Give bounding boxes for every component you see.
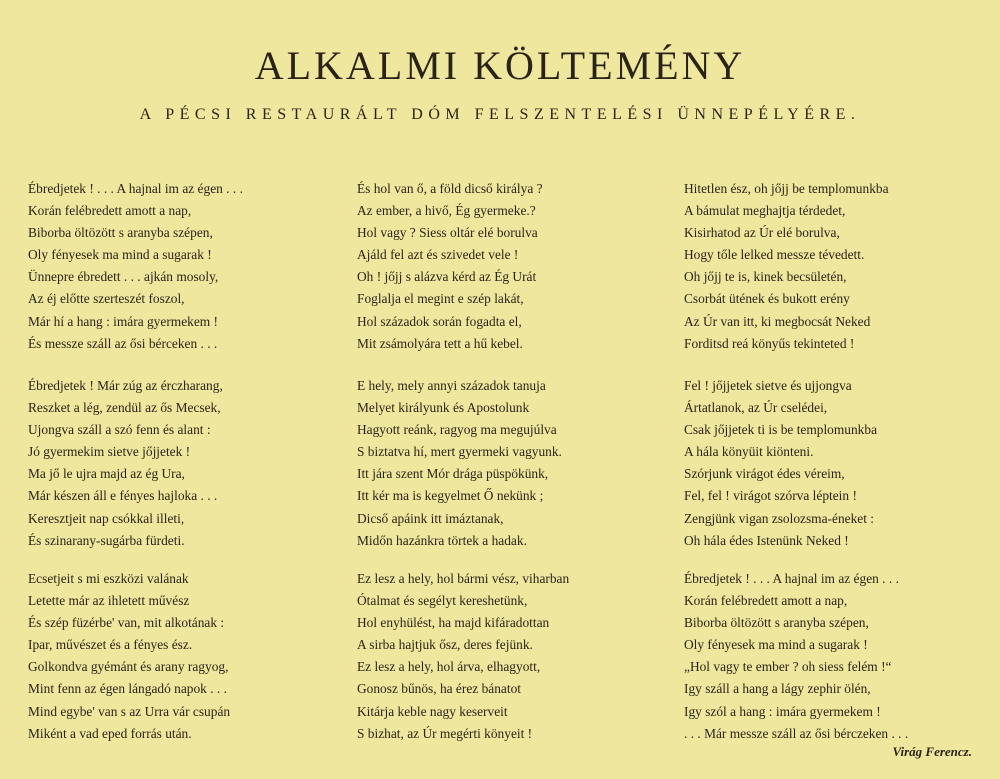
poem-line: Az éj előtte szerteszét foszol, [28, 291, 185, 307]
poem-line: Jó gyermekim sietve jőjjetek ! [28, 444, 191, 460]
poem-line: Szórjunk virágot édes véreim, [684, 466, 845, 482]
poem-line: Biborba öltözött s aranyba szépen, [684, 615, 869, 631]
poem-line: Ébredjetek ! . . . A hajnal im az égen . . . [28, 181, 243, 196]
poem-line: Midőn hazánkra törtek a hadak. [357, 532, 527, 548]
poem-line: Oly fényesek ma mind a sugarak ! [684, 637, 868, 653]
poem-line: És szinarany-sugárba fürdeti. [28, 532, 185, 548]
poem-line: Már hí a hang : imára gyermekem ! [28, 313, 218, 329]
poem-line: Ajáld fel azt és szivedet vele ! [357, 247, 519, 263]
poem-line: S bizhat, az Úr megérti könyeit ! [357, 725, 533, 741]
poem-line: Zengjünk vigan zsolozsma-éneket : [684, 510, 875, 526]
poem-line: Dicső apáink itt imáztanak, [357, 510, 504, 526]
poem-line: És messze száll az ősi bérceken . . . [28, 335, 218, 351]
poem-line: Oly fényesek ma mind a sugarak ! [28, 247, 212, 263]
poem-line: Ecsetjeit s mi eszközi valának [28, 571, 189, 586]
poem-line: A sirba hajtjuk ősz, deres fejünk. [357, 637, 533, 653]
poem-line: . . . Már messze száll az ősi bérczeken . . . [684, 725, 909, 741]
poem-line: Mint fenn az égen lángadó napok . . . [28, 681, 227, 697]
poem-line: Korán felébredett amott a nap, [28, 203, 192, 219]
poem-line: S biztatva hí, mert gyermeki vagyunk. [357, 444, 562, 460]
stanza [357, 178, 657, 355]
poem-line: Ébredjetek ! . . . A hajnal im az égen . . . [684, 571, 899, 586]
stanza [28, 178, 328, 355]
poem-line: Fel ! jőjjetek sietve és ujjongva [684, 378, 852, 393]
poem-line: Csorbát ütének és bukott erény [684, 291, 850, 307]
poem-line: Hol századok során fogadta el, [357, 313, 522, 329]
poem-line: Ünnepre ébredett . . . ajkán mosoly, [28, 269, 219, 285]
poem-line: Melyet királyunk és Apostolunk [357, 400, 530, 416]
poem-line: Ez lesz a hely, hol árva, elhagyott, [357, 659, 541, 675]
author-signature: Virág Ferencz. [892, 744, 972, 759]
poem-line: Igy száll a hang a lágy zephir ölén, [684, 681, 871, 697]
poem-line: A hála könyüit kiönteni. [684, 444, 814, 460]
poem-line: Itt jára szent Mór drága püspökünk, [357, 466, 549, 482]
poem-line: Ma jő le ujra majd az ég Ura, [28, 466, 185, 482]
poem-line: Miként a vad eped forrás után. [28, 725, 192, 741]
poem-line: Már készen áll e fényes hajloka . . . [28, 488, 218, 504]
poem-line: Ébredjetek ! Már zúg az érczharang, [28, 378, 223, 393]
poem-line: Hol enyhülést, ha majd kifáradottan [357, 615, 550, 631]
poem-subtitle: A PÉCSI RESTAURÁLT DÓM FELSZENTELÉSI ÜNNEPÉLYÉRE. [139, 106, 861, 123]
poem-line: Oh hála édes Istenünk Neked ! [684, 532, 849, 548]
poem-line: Hogy tőle lelked messze tévedett. [684, 247, 865, 263]
poem-line: Mind egybe' van s az Urra vár csupán [28, 703, 231, 719]
poem-line: A bámulat meghajtja térdedet, [684, 203, 846, 219]
poem-line: Itt kér ma is kegyelmet Ő nekünk ; [357, 488, 544, 504]
poem-title: ALKALMI KÖLTEMÉNY [254, 43, 746, 88]
poem-line: E hely, mely annyi századok tanuja [357, 378, 546, 393]
poem-line: Az ember, a hivő, Ég gyermeke.? [357, 203, 536, 219]
poem-line: Gonosz bűnös, ha érez bánatot [357, 681, 521, 697]
poem-line: Foglalja el megint e szép lakát, [357, 291, 524, 307]
poem-line: Forditsd reá könyűs tekinteted ! [684, 335, 855, 351]
poem-line: Golkondva gyémánt és arany ragyog, [28, 659, 229, 675]
poem-line: Hol vagy ? Siess oltár elé borulva [357, 225, 538, 241]
poem-line: Oh jőjj te is, kinek becsületén, [684, 269, 847, 285]
stanza [28, 375, 328, 552]
poem-line: Mit zsámolyára tett a hű kebel. [357, 335, 523, 351]
poem-line: Reszket a lég, zendül az ős Mecsek, [28, 400, 221, 416]
poem-line: Korán felébredett amott a nap, [684, 593, 848, 609]
poem-line: Ipar, művészet és a fényes ész. [28, 637, 193, 653]
stanza [357, 568, 657, 745]
poem-line: Az Úr van itt, ki megbocsát Neked [684, 313, 871, 329]
poem-line: Ártatlanok, az Úr cselédei, [684, 400, 828, 416]
poem-line: Ujongva száll a szó fenn és alant : [28, 422, 211, 438]
poem-line: Fel, fel ! virágot szórva léptein ! [684, 488, 857, 504]
poem-line: Ótalmat és segélyt kereshetünk, [357, 593, 528, 609]
poem-line: Letette már az ihletett művész [28, 593, 190, 609]
stanza [684, 375, 984, 552]
poem-line: „Hol vagy te ember ? oh siess felém !“ [684, 659, 892, 675]
poem-line: Igy szól a hang : imára gyermekem ! [684, 703, 881, 719]
poem-line: Kitárja keble nagy keserveit [357, 703, 508, 719]
poem-line: Oh ! jőjj s alázva kérd az Ég Urát [357, 269, 537, 285]
stanza [357, 375, 657, 552]
poem-line: És szép füzérbe' van, mit alkotának : [28, 615, 225, 631]
poem-line: Keresztjeit nap csókkal illeti, [28, 510, 185, 526]
poem-line: Csak jőjjetek ti is be templomunkba [684, 422, 878, 438]
poem-line: Hagyott reánk, ragyog ma megujúlva [357, 422, 557, 438]
poem-line: Biborba öltözött s aranyba szépen, [28, 225, 213, 241]
stanza [684, 568, 984, 745]
stanza [684, 178, 984, 355]
poem-line: Kisirhatod az Úr elé borulva, [684, 225, 840, 241]
poem-line: És hol van ő, a föld dicső királya ? [357, 181, 543, 196]
stanza [28, 568, 328, 745]
poem-line: Hitetlen ész, oh jőjj be templomunkba [684, 181, 889, 196]
poem-line: Ez lesz a hely, hol bármi vész, viharban [357, 571, 570, 586]
